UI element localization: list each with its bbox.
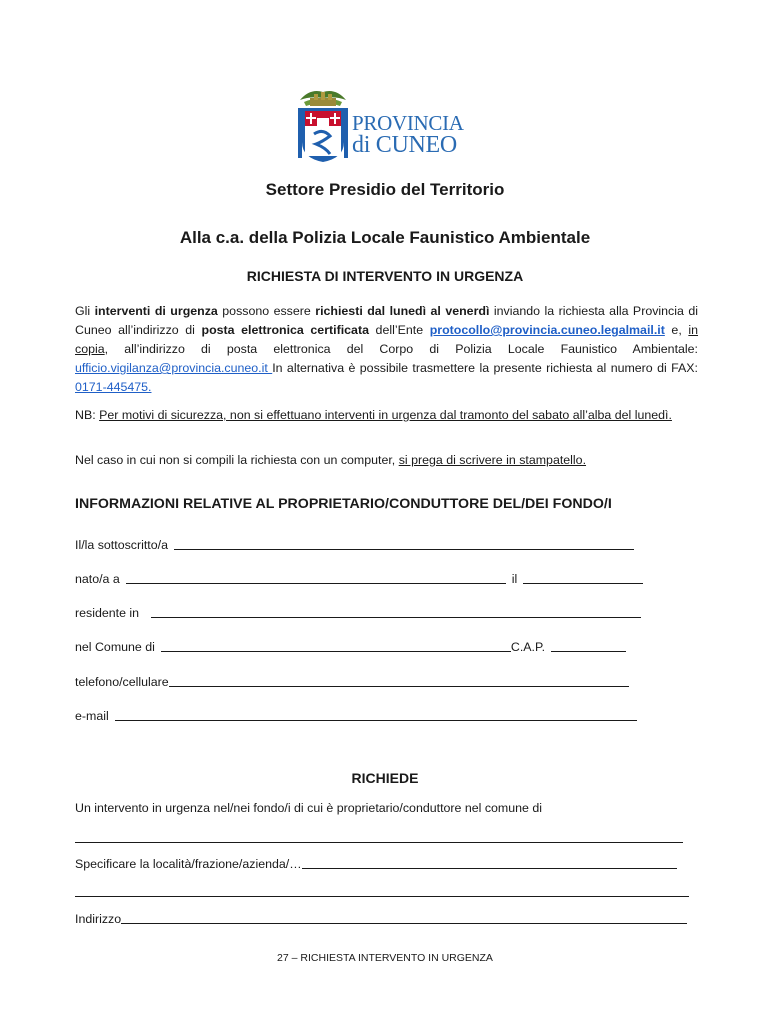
telefono-field[interactable]	[75, 674, 629, 689]
email-field[interactable]	[75, 708, 637, 723]
localita-label: Specificare la località/frazione/azienda/…	[75, 857, 302, 871]
intro-text: inviando la richiesta alla Provincia di Cuneo all’indirizzo di	[75, 304, 698, 337]
nato-label: nato/a a	[75, 572, 120, 586]
nato-line[interactable]	[126, 571, 506, 584]
in-copia-text: in copia	[75, 323, 699, 356]
localita-line[interactable]	[302, 856, 677, 869]
intro-bold: richiesti dal lunedì al venerdì	[315, 304, 490, 318]
comune-label: nel Comune di	[75, 640, 155, 654]
residente-label: residente in	[75, 606, 140, 620]
richiede-title: RICHIEDE	[351, 770, 419, 786]
comune-richiesta-line[interactable]	[75, 830, 683, 843]
nb-paragraph	[75, 406, 698, 425]
logo-text	[352, 112, 464, 156]
intro-text: , all’indirizzo di posta elettronica del Corpo di Polizia Locale Faunistico Ambientale:	[104, 342, 698, 356]
il-label: il	[511, 572, 518, 586]
residente-field[interactable]	[75, 605, 641, 620]
vigilanza-email-link[interactable]: ufficio.vigilanza@provincia.cuneo.it	[75, 361, 273, 375]
residente-line[interactable]	[151, 605, 641, 618]
intro-text: Gli	[75, 304, 95, 318]
recipient-title: Alla c.a. della Polizia Locale Faunistico Ambientale	[179, 228, 591, 247]
sector-title: Settore Presidio del Territorio	[265, 180, 505, 199]
print-note	[75, 451, 698, 470]
localita-extra-field[interactable]	[75, 884, 689, 899]
localita-field[interactable]	[75, 856, 677, 871]
indirizzo-line[interactable]	[121, 911, 687, 924]
cap-line[interactable]	[551, 639, 626, 652]
intro-bold: posta elettronica certificata	[201, 323, 369, 337]
sottoscritto-field[interactable]	[75, 537, 634, 552]
intro-text: dell’Ente	[368, 323, 430, 337]
richiede-text	[75, 801, 542, 815]
cap-label: C.A.P.	[510, 640, 546, 654]
owner-section-title: INFORMAZIONI RELATIVE AL PROPRIETARIO/CONDUTTORE DEL/DEI FONDO/I	[75, 496, 612, 512]
sottoscritto-line[interactable]	[174, 537, 634, 550]
richiede-description: Un intervento in urgenza nel/nei fondo/i di cui è proprietario/conduttore nel comune di	[75, 801, 543, 815]
coat-of-arms-icon	[296, 86, 350, 164]
nato-field[interactable]	[75, 571, 643, 586]
comune-field[interactable]	[75, 639, 626, 654]
indirizzo-label: Indirizzo	[75, 912, 122, 926]
note-text: Nel caso in cui non si compili la richiesta con un computer,	[75, 453, 399, 467]
comune-line[interactable]	[161, 639, 511, 652]
request-title: RICHIESTA DI INTERVENTO IN URGENZA	[246, 268, 524, 284]
birth-date-line[interactable]	[523, 571, 643, 584]
fax-number-link[interactable]: 0171-445475.	[75, 380, 152, 394]
email-line[interactable]	[115, 708, 637, 721]
indirizzo-field[interactable]	[75, 911, 687, 926]
email-label: e-mail	[75, 709, 109, 723]
nb-text: Per motivi di sicurezza, non si effettuano interventi in urgenza dal tramonto del sabato all’alba del lunedì.	[99, 408, 672, 422]
telefono-label: telefono/cellulare	[75, 675, 169, 689]
intro-text: In alternativa è possibile trasmettere la presente richiesta al numero di FAX:	[272, 361, 698, 375]
nb-label: NB:	[75, 408, 100, 422]
sottoscritto-label: Il/la sottoscritto/a	[75, 538, 168, 552]
pec-email-link[interactable]: protocollo@provincia.cuneo.legalmail.it	[429, 323, 665, 337]
logo-line2: di CUNEO	[352, 132, 457, 158]
localita-extra-line[interactable]	[75, 884, 689, 897]
page-footer: 27 – RICHIESTA INTERVENTO IN URGENZA	[277, 952, 493, 964]
comune-richiesta-field[interactable]	[75, 830, 683, 845]
logo-line1: PROVINCIA	[352, 111, 464, 135]
intro-text: e,	[664, 323, 689, 337]
provincia-logo	[296, 86, 476, 164]
intro-text: possono essere	[217, 304, 316, 318]
intro-bold: interventi di urgenza	[94, 304, 218, 318]
note-underlined: si prega di scrivere in stampatello.	[398, 453, 587, 467]
intro-paragraph	[75, 302, 698, 397]
telefono-line[interactable]	[169, 674, 629, 687]
